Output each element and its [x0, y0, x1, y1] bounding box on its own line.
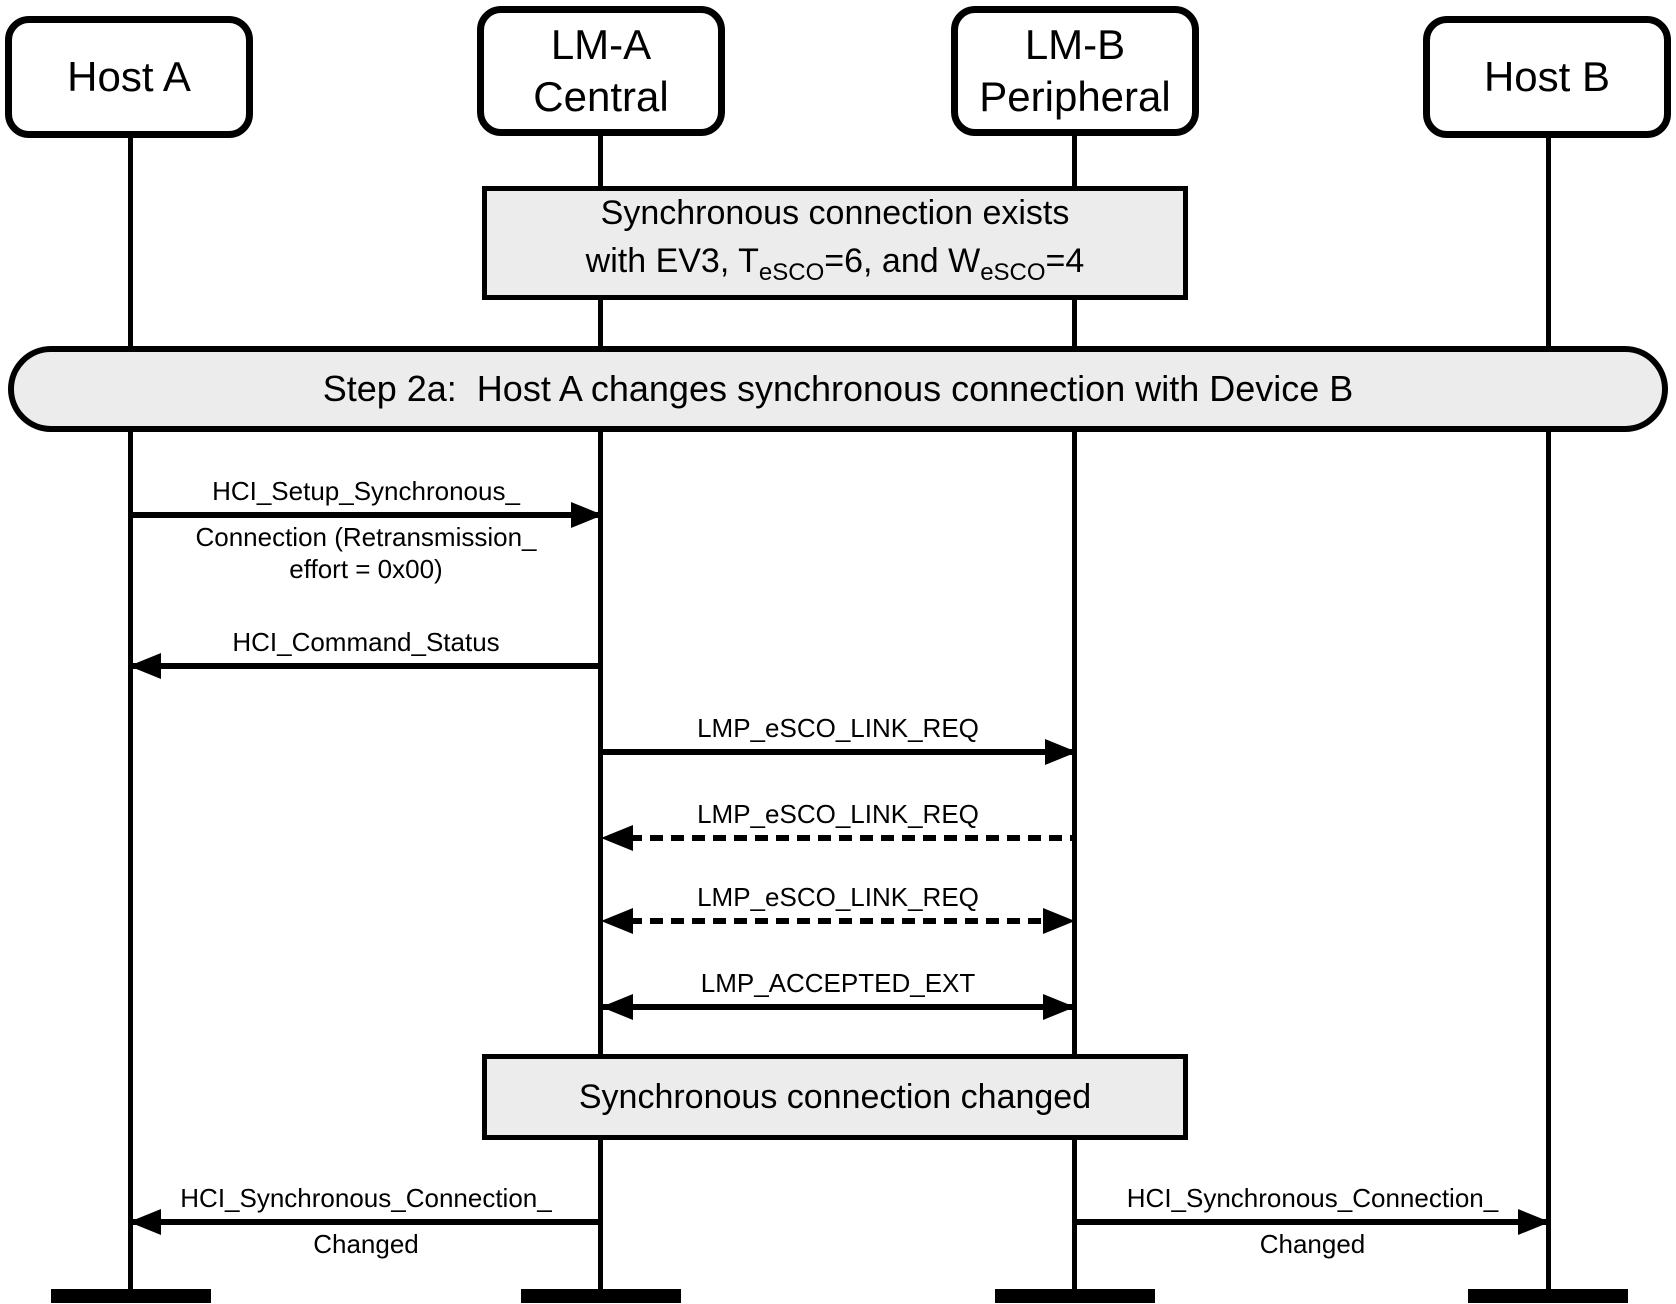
arrow-line-dashed	[629, 918, 1047, 924]
message-label: HCI_Command_Status	[232, 627, 500, 657]
entity-label-lm-a-line1: LM-A	[550, 21, 652, 68]
entity-label-lm-a-line2: Central	[533, 73, 669, 120]
message-label: LMP_eSCO_LINK_REQ	[697, 713, 979, 743]
subscript-tesco: eSCO	[758, 258, 825, 286]
arrow-line	[131, 512, 601, 518]
step-banner	[8, 346, 1668, 432]
terminator-lm-a	[521, 1289, 681, 1303]
entity-label-lm-b-line2: Peripheral	[979, 73, 1171, 120]
arrow-line	[603, 1004, 1073, 1010]
entity-box-lm-b	[951, 6, 1199, 136]
arrow-line-dashed	[629, 835, 1073, 841]
note-sync-exists	[482, 186, 1188, 300]
message-label: LMP_eSCO_LINK_REQ	[697, 882, 979, 912]
message-hci-setup-synchronous-connection	[131, 476, 601, 584]
message-lmp-esco-link-req-3	[603, 882, 1073, 924]
message-label-line2: Connection (Retransmission_	[195, 522, 537, 552]
message-label: LMP_ACCEPTED_EXT	[700, 968, 976, 998]
step-banner-label: Step 2a: Host A changes synchronous connection with Device B	[322, 368, 1354, 409]
message-hci-sync-connection-changed-a	[131, 1183, 601, 1259]
message-label-line3: effort = 0x00)	[289, 554, 443, 584]
entity-box-host-a	[5, 16, 253, 138]
arrow-line	[131, 663, 601, 669]
message-label: LMP_eSCO_LINK_REQ	[697, 799, 979, 829]
arrow-line	[601, 749, 1075, 755]
message-lmp-esco-link-req-1	[601, 713, 1075, 755]
message-lmp-accepted-ext	[603, 968, 1073, 1010]
message-label-line1: HCI_Synchronous_Connection_	[1126, 1183, 1499, 1213]
entity-label-host-a: Host A	[67, 53, 191, 100]
note-sync-changed-label: Synchronous connection changed	[578, 1078, 1092, 1116]
terminator-host-a	[51, 1289, 211, 1303]
message-hci-sync-connection-changed-b	[1077, 1183, 1548, 1259]
message-lmp-esco-link-req-2	[603, 799, 1073, 841]
terminator-lm-b	[995, 1289, 1155, 1303]
message-hci-command-status	[131, 627, 601, 669]
terminator-host-b	[1468, 1289, 1628, 1303]
arrow-line	[131, 1219, 601, 1225]
message-label-line2: Changed	[313, 1229, 419, 1259]
entity-box-lm-a	[477, 6, 725, 136]
note-sync-changed	[482, 1054, 1188, 1140]
message-label-line2: Changed	[1259, 1229, 1366, 1259]
subscript-wesco: eSCO	[980, 258, 1046, 286]
entity-label-lm-b-line1: LM-B	[1024, 21, 1126, 68]
arrow-line	[1077, 1219, 1548, 1225]
entity-label-host-b: Host B	[1483, 53, 1611, 100]
lifeline-host-a	[128, 60, 133, 1302]
entity-box-host-b	[1423, 16, 1671, 138]
message-label-line1: HCI_Setup_Synchronous_	[212, 476, 520, 506]
note-sync-exists-line2: with EV3, $T_{eSCO}=6$, and $W_{eSCO}=4$	[585, 242, 1085, 286]
message-label-line1: HCI_Synchronous_Connection_	[180, 1183, 552, 1213]
note-sync-exists-line1: Synchronous connection exists	[600, 194, 1070, 233]
lifeline-host-b	[1546, 60, 1551, 1302]
